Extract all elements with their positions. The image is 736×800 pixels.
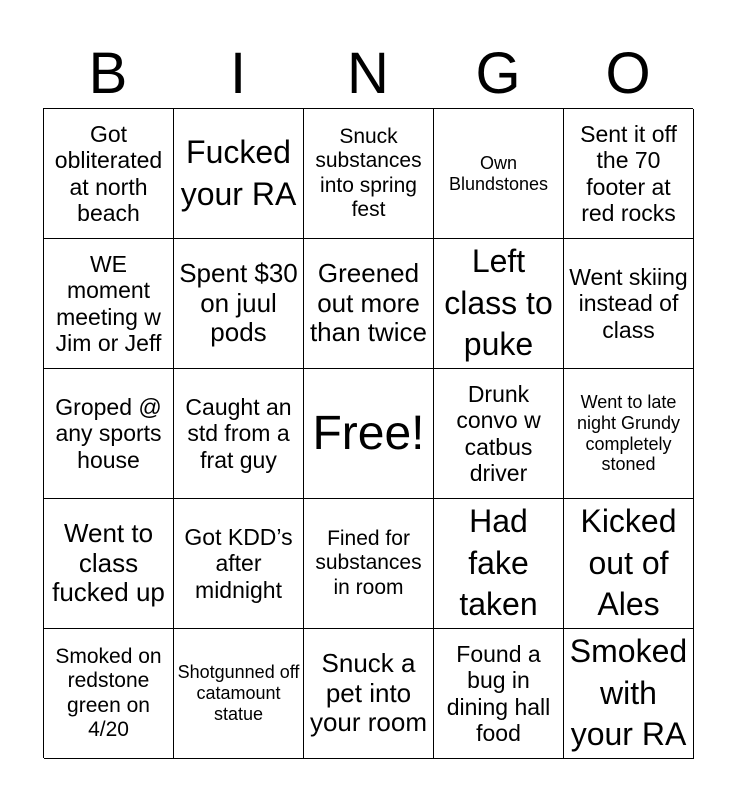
bingo-board: [43, 108, 693, 758]
cell-label: Went skiing instead of class: [569, 263, 688, 343]
bingo-cell-r3-c4[interactable]: [434, 369, 564, 499]
cell-label: Caught an std from a frat guy: [185, 393, 292, 473]
bingo-cell-r5-c3[interactable]: [304, 629, 434, 759]
header-letter-n: N: [347, 41, 389, 106]
cell-label: Own Blundstones: [448, 152, 549, 194]
cell-label: Drunk convo w catbus driver: [456, 380, 541, 486]
cell-label: Found a bug in dining hall food: [446, 640, 551, 746]
cell-label: Went to class fucked up: [52, 517, 165, 608]
header-letter-i: I: [229, 41, 247, 106]
bingo-cell-r5-c1[interactable]: [44, 629, 174, 759]
header-letter-o: O: [605, 41, 651, 106]
cell-label: Left class to puke: [444, 243, 553, 363]
bingo-cell-r3-c2[interactable]: [174, 369, 304, 499]
cell-label: Kicked out of Ales: [580, 503, 677, 623]
bingo-cell-r5-c5[interactable]: [564, 629, 694, 759]
cell-label: Snuck a pet into your room: [309, 647, 428, 738]
bingo-cell-r4-c3[interactable]: [304, 499, 434, 629]
bingo-cell-r4-c1[interactable]: [44, 499, 174, 629]
header-letter-g: G: [475, 41, 521, 106]
bingo-cell-r4-c5[interactable]: [564, 499, 694, 629]
bingo-cell-r1-c4[interactable]: [434, 109, 564, 239]
bingo-cell-free[interactable]: [304, 369, 434, 499]
cell-label: Got obliterated at north beach: [54, 120, 163, 226]
bingo-cell-r2-c2[interactable]: [174, 239, 304, 369]
bingo-cell-r4-c4[interactable]: [434, 499, 564, 629]
cell-label: WE moment meeting w Jim or Jeff: [55, 250, 162, 356]
cell-label: Spent $30 on juul pods: [179, 257, 298, 348]
bingo-cell-r4-c2[interactable]: [174, 499, 304, 629]
cell-label: Greened out more than twice: [309, 257, 428, 348]
cell-label: Fucked your RA: [180, 133, 297, 212]
cell-label: Smoked on redstone green on 4/20: [55, 645, 162, 741]
cell-label: Got KDD’s after midnight: [184, 523, 293, 603]
bingo-cell-r5-c2[interactable]: [174, 629, 304, 759]
bingo-cell-r3-c1[interactable]: [44, 369, 174, 499]
bingo-header: [43, 40, 693, 108]
bingo-cell-r5-c4[interactable]: [434, 629, 564, 759]
cell-label: Had fake taken: [459, 503, 538, 623]
cell-label: Shotgunned off catamount statue: [177, 662, 300, 724]
bingo-cell-r1-c1[interactable]: [44, 109, 174, 239]
bingo-cell-r2-c1[interactable]: [44, 239, 174, 369]
cell-label: Groped @ any sports house: [55, 393, 162, 473]
cell-label: Went to late night Grundy completely stoned: [576, 392, 681, 475]
cell-label: Snuck substances into spring fest: [315, 125, 422, 221]
bingo-cell-r1-c3[interactable]: [304, 109, 434, 239]
bingo-cell-r3-c5[interactable]: [564, 369, 694, 499]
bingo-cell-r1-c5[interactable]: [564, 109, 694, 239]
cell-label: Sent it off the 70 footer at red rocks: [580, 120, 677, 226]
bingo-cell-r2-c3[interactable]: [304, 239, 434, 369]
cell-label: Smoked with your RA: [569, 633, 688, 753]
free-space-label: Free!: [312, 406, 425, 460]
header-letter-b: B: [88, 41, 128, 106]
bingo-cell-r2-c5[interactable]: [564, 239, 694, 369]
cell-label: Fined for substances in room: [315, 527, 422, 599]
bingo-cell-r1-c2[interactable]: [174, 109, 304, 239]
bingo-cell-r2-c4[interactable]: [434, 239, 564, 369]
